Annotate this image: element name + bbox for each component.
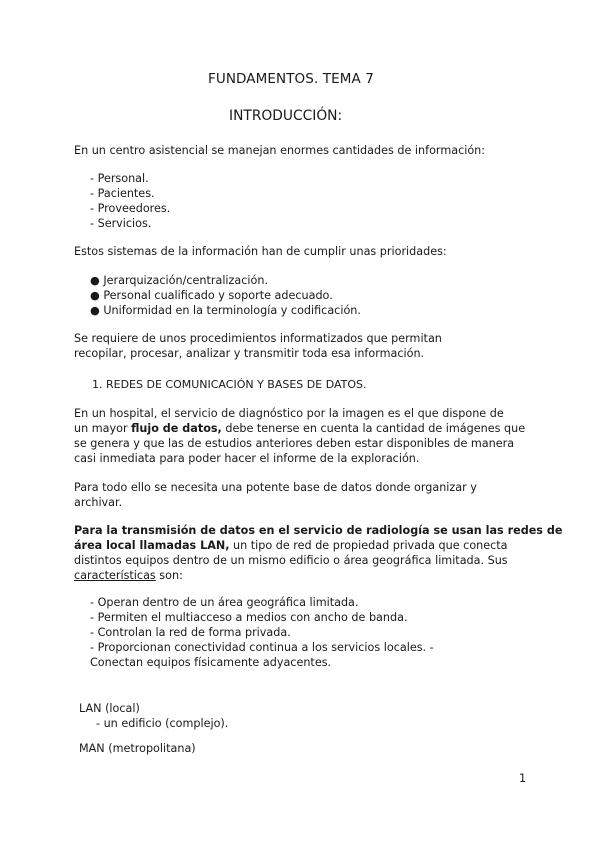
section-1-paragraph-2-line-2: archivar.	[74, 496, 123, 509]
list-item: - Pacientes.	[90, 187, 155, 200]
feature-item: - Operan dentro de un área geográfica limitada.	[90, 596, 359, 609]
bullet-item: ● Uniformidad en la terminología y codificación.	[90, 304, 361, 317]
section-1-paragraph-1-line-2	[74, 422, 525, 435]
section-1-paragraph-1-line-1: En un hospital, el servicio de diagnóstico por la imagen es el que dispone de	[74, 407, 504, 420]
text-run: debe tenerse en cuenta la cantidad de imágenes que	[221, 422, 526, 435]
feature-item-continuation: Conectan equipos físicamente adyacentes.	[90, 656, 332, 669]
bullet-item: ● Personal cualificado y soporte adecuado.	[90, 289, 333, 302]
section-1-paragraph-2-line-1: Para todo ello se necesita una potente base de datos donde organizar y	[74, 481, 477, 494]
list-item: - Servicios.	[90, 217, 152, 230]
bullet-item: ● Jerarquización/centralización.	[90, 274, 269, 287]
section-1-paragraph-1-line-3: se genera y que las de estudios anteriores deben estar disponibles de manera	[74, 437, 515, 450]
note-lan-detail: - un edificio (complejo).	[96, 717, 229, 730]
intro-paragraph-1: En un centro asistencial se manejan enormes cantidades de información:	[74, 144, 486, 157]
bold-text-flujo-de-datos: flujo de datos,	[131, 422, 222, 435]
note-lan: LAN (local)	[79, 702, 140, 715]
document-title: FUNDAMENTOS. TEMA 7	[208, 71, 374, 87]
text-run: un tipo de red de propiedad privada que conecta	[229, 539, 508, 552]
text-run: son:	[155, 569, 183, 582]
section-1-paragraph-3-line-4	[74, 569, 183, 582]
feature-item: - Permiten el multiacceso a medios con ancho de banda.	[90, 611, 408, 624]
bold-text-lan: área local llamadas LAN,	[74, 539, 230, 552]
section-1-paragraph-3-line-1: Para la transmisión de datos en el servicio de radiología se usan las redes de	[74, 524, 563, 537]
list-item: - Personal.	[90, 172, 149, 185]
intro-paragraph-2: Estos sistemas de la información han de cumplir unas prioridades:	[74, 245, 447, 258]
section-1-paragraph-3-line-2	[74, 539, 508, 552]
list-item: - Proveedores.	[90, 202, 171, 215]
underlined-text-caracteristicas: características	[74, 569, 156, 582]
text-run: un mayor	[74, 422, 132, 435]
note-man: MAN (metropolitana)	[79, 742, 196, 755]
introduction-heading: INTRODUCCIÓN:	[229, 108, 343, 124]
intro-paragraph-3-line-2: recopilar, procesar, analizar y transmitir toda esa información.	[74, 347, 425, 360]
section-1-paragraph-1-line-4: casi inmediata para poder hacer el informe de la exploración.	[74, 452, 420, 465]
feature-item: - Controlan la red de forma privada.	[90, 626, 291, 639]
intro-paragraph-3-line-1: Se requiere de unos procedimientos informatizados que permitan	[74, 332, 442, 345]
page-number: 1	[519, 772, 527, 785]
feature-item: - Proporcionan conectividad continua a los servicios locales. -	[90, 641, 434, 654]
section-1-paragraph-3-line-3: distintos equipos dentro de un mismo edificio o área geográfica limitada. Sus	[74, 554, 508, 567]
section-1-heading: 1. REDES DE COMUNICACIÓN Y BASES DE DATOS.	[92, 378, 367, 391]
